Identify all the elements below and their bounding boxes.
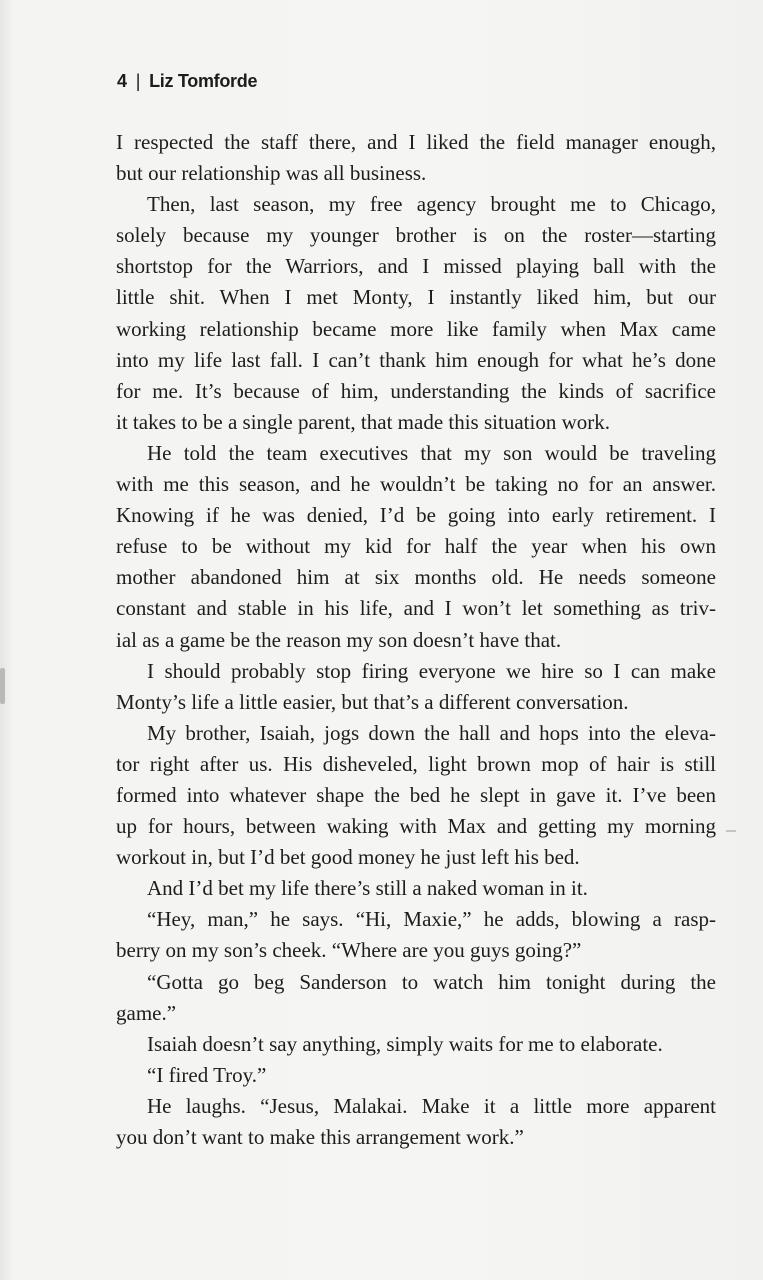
author-name: Liz Tomforde [149,71,258,91]
text-line: with me this season, and he wouldn’t be taking no for an answer. [116,472,716,497]
text-line: formed into whatever shape the bed he slept in gave it. I’ve been [116,782,716,807]
text-line: refuse to be without my kid for half the year when his own [116,534,716,559]
text-line: Isaiah doesn’t say anything, simply waits for me to elaborate. [147,1031,663,1056]
text-line: little shit. When I met Monty, I instantly liked him, but our [116,285,716,310]
text-line: it takes to be a single parent, that made this situation work. [116,409,610,434]
text-line: I should probably stop firing everyone we hire so I can make [147,658,716,683]
text-line: for me. It’s because of him, understanding the kinds of sacrifice [116,378,716,403]
text-line: “Hey, man,” he says. “Hi, Maxie,” he adds, blowing a rasp- [147,907,716,932]
text-line: solely because my younger brother is on the roster—starting [116,223,716,248]
text-line: but our relationship was all business. [116,161,427,186]
text-line: working relationship became more like family when Max came [116,316,716,341]
text-line: My brother, Isaiah, jogs down the hall and hops into the eleva- [147,720,716,745]
text-line: tor right after us. His disheveled, light brown mop of hair is still [116,751,716,776]
text-line: “Gotta go beg Sanderson to watch him tonight during the [147,969,716,994]
text-line: Knowing if he was denied, I’d be going into early retirement. I [116,503,716,528]
text-line: And I’d bet my life there’s still a naked woman in it. [147,876,588,901]
page-number: 4 [117,71,127,91]
running-header [117,71,257,92]
page-edge-mark [0,668,5,704]
text-line: “I fired Troy.” [147,1062,267,1087]
text-line: game.” [116,1000,177,1025]
text-line: into my life last fall. I can’t thank him enough for what he’s done [116,347,716,372]
text-line: berry on my son’s cheek. “Where are you guys going?” [116,938,582,963]
text-line: mother abandoned him at six months old. He needs someone [116,565,716,590]
text-line: workout in, but I’d bet good money he just left his bed. [116,845,580,870]
header-separator: | [135,71,141,91]
text-line: He laughs. “Jesus, Malakai. Make it a little more apparent [147,1093,716,1118]
text-line: He told the team executives that my son would be traveling [147,440,716,465]
text-line: I respected the staff there, and I liked the field manager enough, [116,130,716,154]
text-line: ial as a game be the reason my son doesn’t have that. [116,627,562,652]
text-line: up for hours, between waking with Max and getting my morning [116,814,716,839]
text-line: Monty’s life a little easier, but that’s a different conversation. [116,689,629,714]
text-line: shortstop for the Warriors, and I missed playing ball with the [116,254,716,279]
text-line: Then, last season, my free agency brought me to Chicago, [147,192,716,217]
text-line: you don’t want to make this arrangement work.” [116,1125,524,1149]
margin-mark [726,830,736,832]
text-line: constant and stable in his life, and I won’t let something as triv- [116,596,716,621]
body-text [116,127,716,1153]
